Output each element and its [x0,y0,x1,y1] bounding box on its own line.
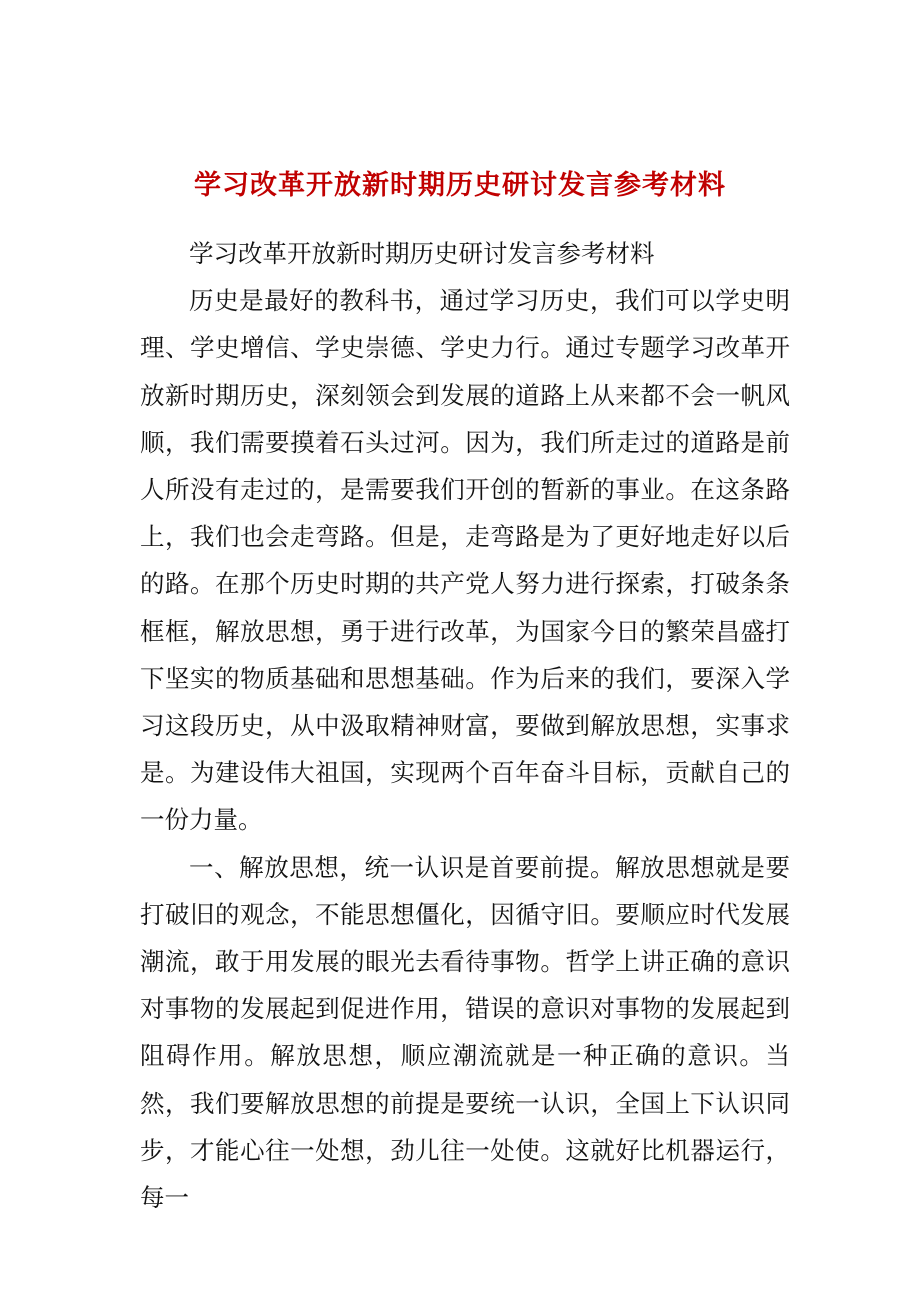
paragraph-intro: 历史是最好的教科书，通过学习历史，我们可以学史明理、学史增信、学史崇德、学史力行。通过专题学习改革开放新时期历史，深刻领会到发展的道路上从来都不会一帆风顺，我们需要摸着石头过河。因为，我们所走过的道路是前人所没有走过的，是需要我们开创的暂新的事业。在这条路上，我们也会走弯路。但是，走弯路是为了更好地走好以后的路。在那个历史时期的共产党人努力进行探索，打破条条框框，解放思想，勇于进行改革，为国家今日的繁荣昌盛打下坚实的物质基础和思想基础。作为后来的我们，要深入学习这段历史，从中汲取精神财富，要做到解放思想，实事求是。为建设伟大祖国，实现两个百年奋斗目标，贡献自己的一份力量。 [140,286,790,835]
paragraph-section-one: 一、解放思想，统一认识是首要前提。解放思想就是要打破旧的观念，不能思想僵化，因循守旧。要顺应时代发展潮流，敢于用发展的眼光去看待事物。哲学上讲正确的意识对事物的发展起到促进作用，错误的意识对事物的发展起到阻碍作用。解放思想，顺应潮流就是一种正确的意识。当然，我们要解放思想的前提是要统一认识，全国上下认识同步，才能心往一处想，劲儿往一处使。这就好比机器运行，每一 [140,852,790,1213]
paragraph-subtitle: 学习改革开放新时期历史研讨发言参考材料 [189,239,655,268]
document-title: 学习改革开放新时期历史研讨发言参考材料 [194,170,726,201]
document-body [140,230,790,1221]
